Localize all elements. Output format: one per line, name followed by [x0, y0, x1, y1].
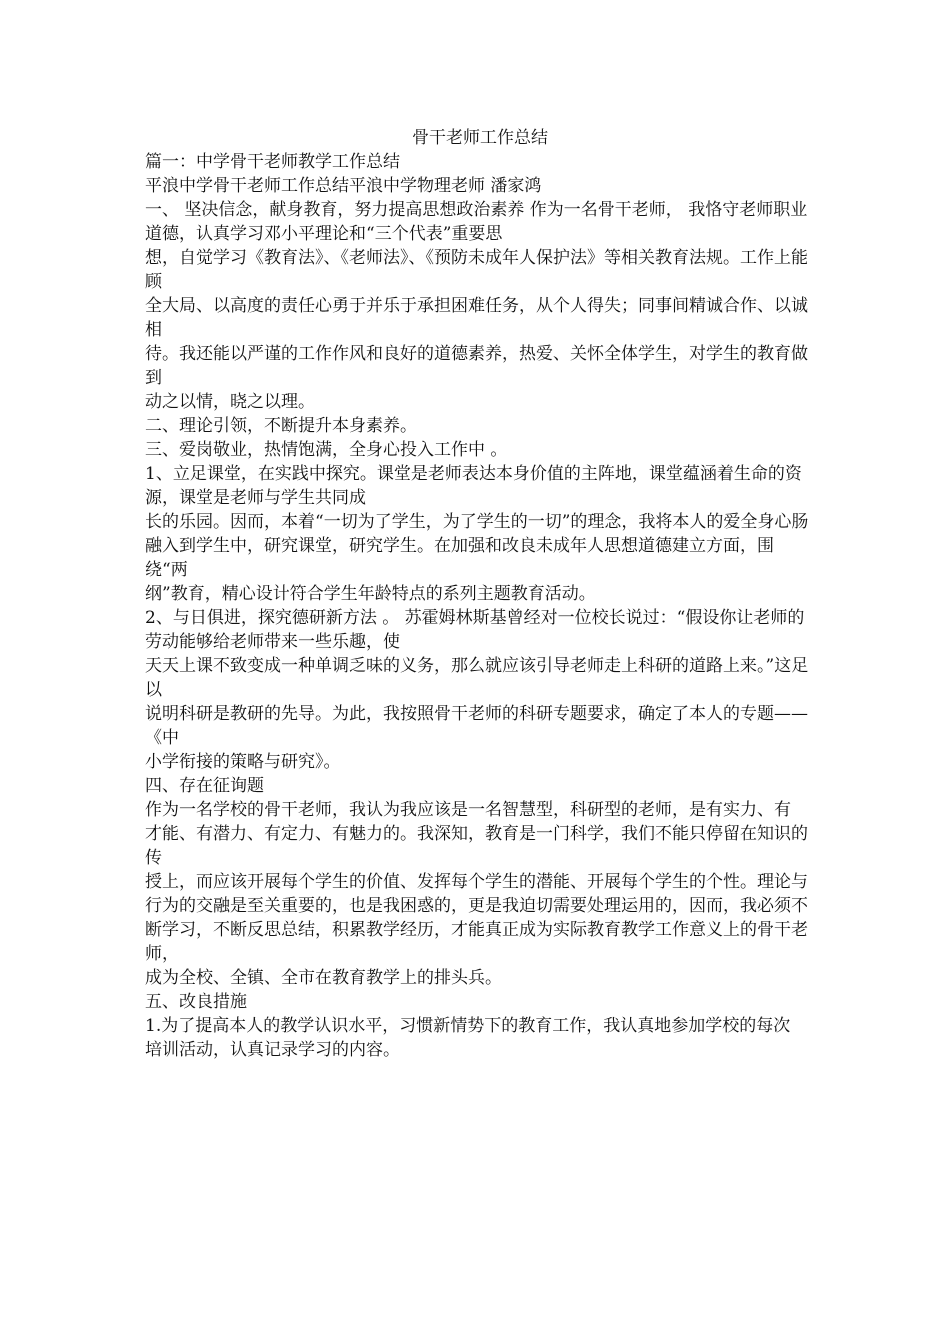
paragraph-line: 全大局、以高度的责任心勇于并乐于承担困难任务，从个人得失；同事间精诚合作、以诚相 [145, 296, 808, 340]
paragraph-line: 才能、有潜力、有定力、有魅力的。我深知，教育是一门科学，我们不能只停留在知识的传 [145, 824, 808, 868]
paragraph-line: 成为全校、全镇、全市在教育教学上的排头兵。 [145, 968, 502, 988]
paragraph-line: 说明科研是教研的先导。为此，我按照骨干老师的科研专题要求，确定了本人的专题—— 《中 [145, 704, 814, 748]
document-body [145, 150, 815, 1062]
paragraph-line: 长的乐园。因而，本着“一切为了学生，为了学生的一切”的理念，我将本人的爱全身心肠 [145, 512, 809, 532]
paragraph-line: 作为一名学校的骨干老师，我认为我应该是一名智慧型，科研型的老师，是有实力、有 [145, 800, 791, 820]
paragraph-line: 一、 坚决信念，献身教育，努力提高思想政治素养 作为一名骨干老师， 我恪守老师职业道德，认真学习邓小平理论和“三个代表”重要思 [145, 200, 808, 244]
document-title: 骨干老师工作总结 [412, 128, 548, 148]
paragraph-line: 二、理论引领，不断提升本身素养。 [145, 416, 417, 436]
paragraph-line: 天天上课不致变成一种单调乏味的义务，那么就应该引导老师走上科研的道路上来。”这足以 [145, 656, 809, 700]
paragraph-line: 断学习，不断反思总结，积累教学经历，才能真正成为实际教育教学工作意义上的骨干老师， [145, 920, 808, 964]
paragraph-line: 小学衔接的策略与研究》。 [145, 752, 341, 772]
paragraph-line: 动之以情，晓之以理。 [145, 392, 315, 412]
paragraph-line: 授上，而应该开展每个学生的价值、发挥每个学生的潜能、开展每个学生的个性。理论与行为的交融是至关重要的，也是我困惑的，更是我迫切需要处理运用的，因而，我必须不 [145, 872, 808, 916]
paragraph-line: 平浪中学骨干老师工作总结平浪中学物理老师 潘家鸿 [145, 176, 542, 196]
paragraph-line: 培训活动，认真记录学习的内容。 [145, 1040, 400, 1060]
paragraph-line: 融入到学生中，研究课堂，研究学生。在加强和改良未成年人思想道德建立方面，围绕“两 [145, 536, 774, 580]
document-page [145, 126, 815, 1062]
paragraph-line: 五、改良措施 [145, 992, 247, 1012]
paragraph-line: 想，自觉学习《教育法》、《老师法》、《预防未成年人保护法》等相关教育法规。工作上能顾 [145, 248, 808, 292]
paragraph-line: 纲”教育，精心设计符合学生年龄特点的系列主题教育活动。 [145, 584, 596, 604]
paragraph-line: 四、存在征询题 [145, 776, 264, 796]
paragraph-line: 1.为了提高本人的教学认识水平，习惯新情势下的教育工作，我认真地参加学校的每次 [145, 1016, 791, 1036]
paragraph-line: 篇一：中学骨干老师教学工作总结 [145, 152, 400, 172]
paragraph-line: 2、与日俱进，探究德研新方法 。 苏霍姆林斯基曾经对一位校长说过：“假设你让老师的劳动能够给老师带来一些乐趣，使 [145, 608, 805, 652]
paragraph-line: 三、爱岗敬业，热情饱满，全身心投入工作中 。 [145, 440, 508, 460]
paragraph-line: 待。我还能以严谨的工作作风和良好的道德素养，热爱、关怀全体学生，对学生的教育做到 [145, 344, 808, 388]
paragraph-line: 1、立足课堂，在实践中探究。课堂是老师表达本身价值的主阵地，课堂蕴涵着生命的资源，课堂是老师与学生共同成 [145, 464, 802, 508]
